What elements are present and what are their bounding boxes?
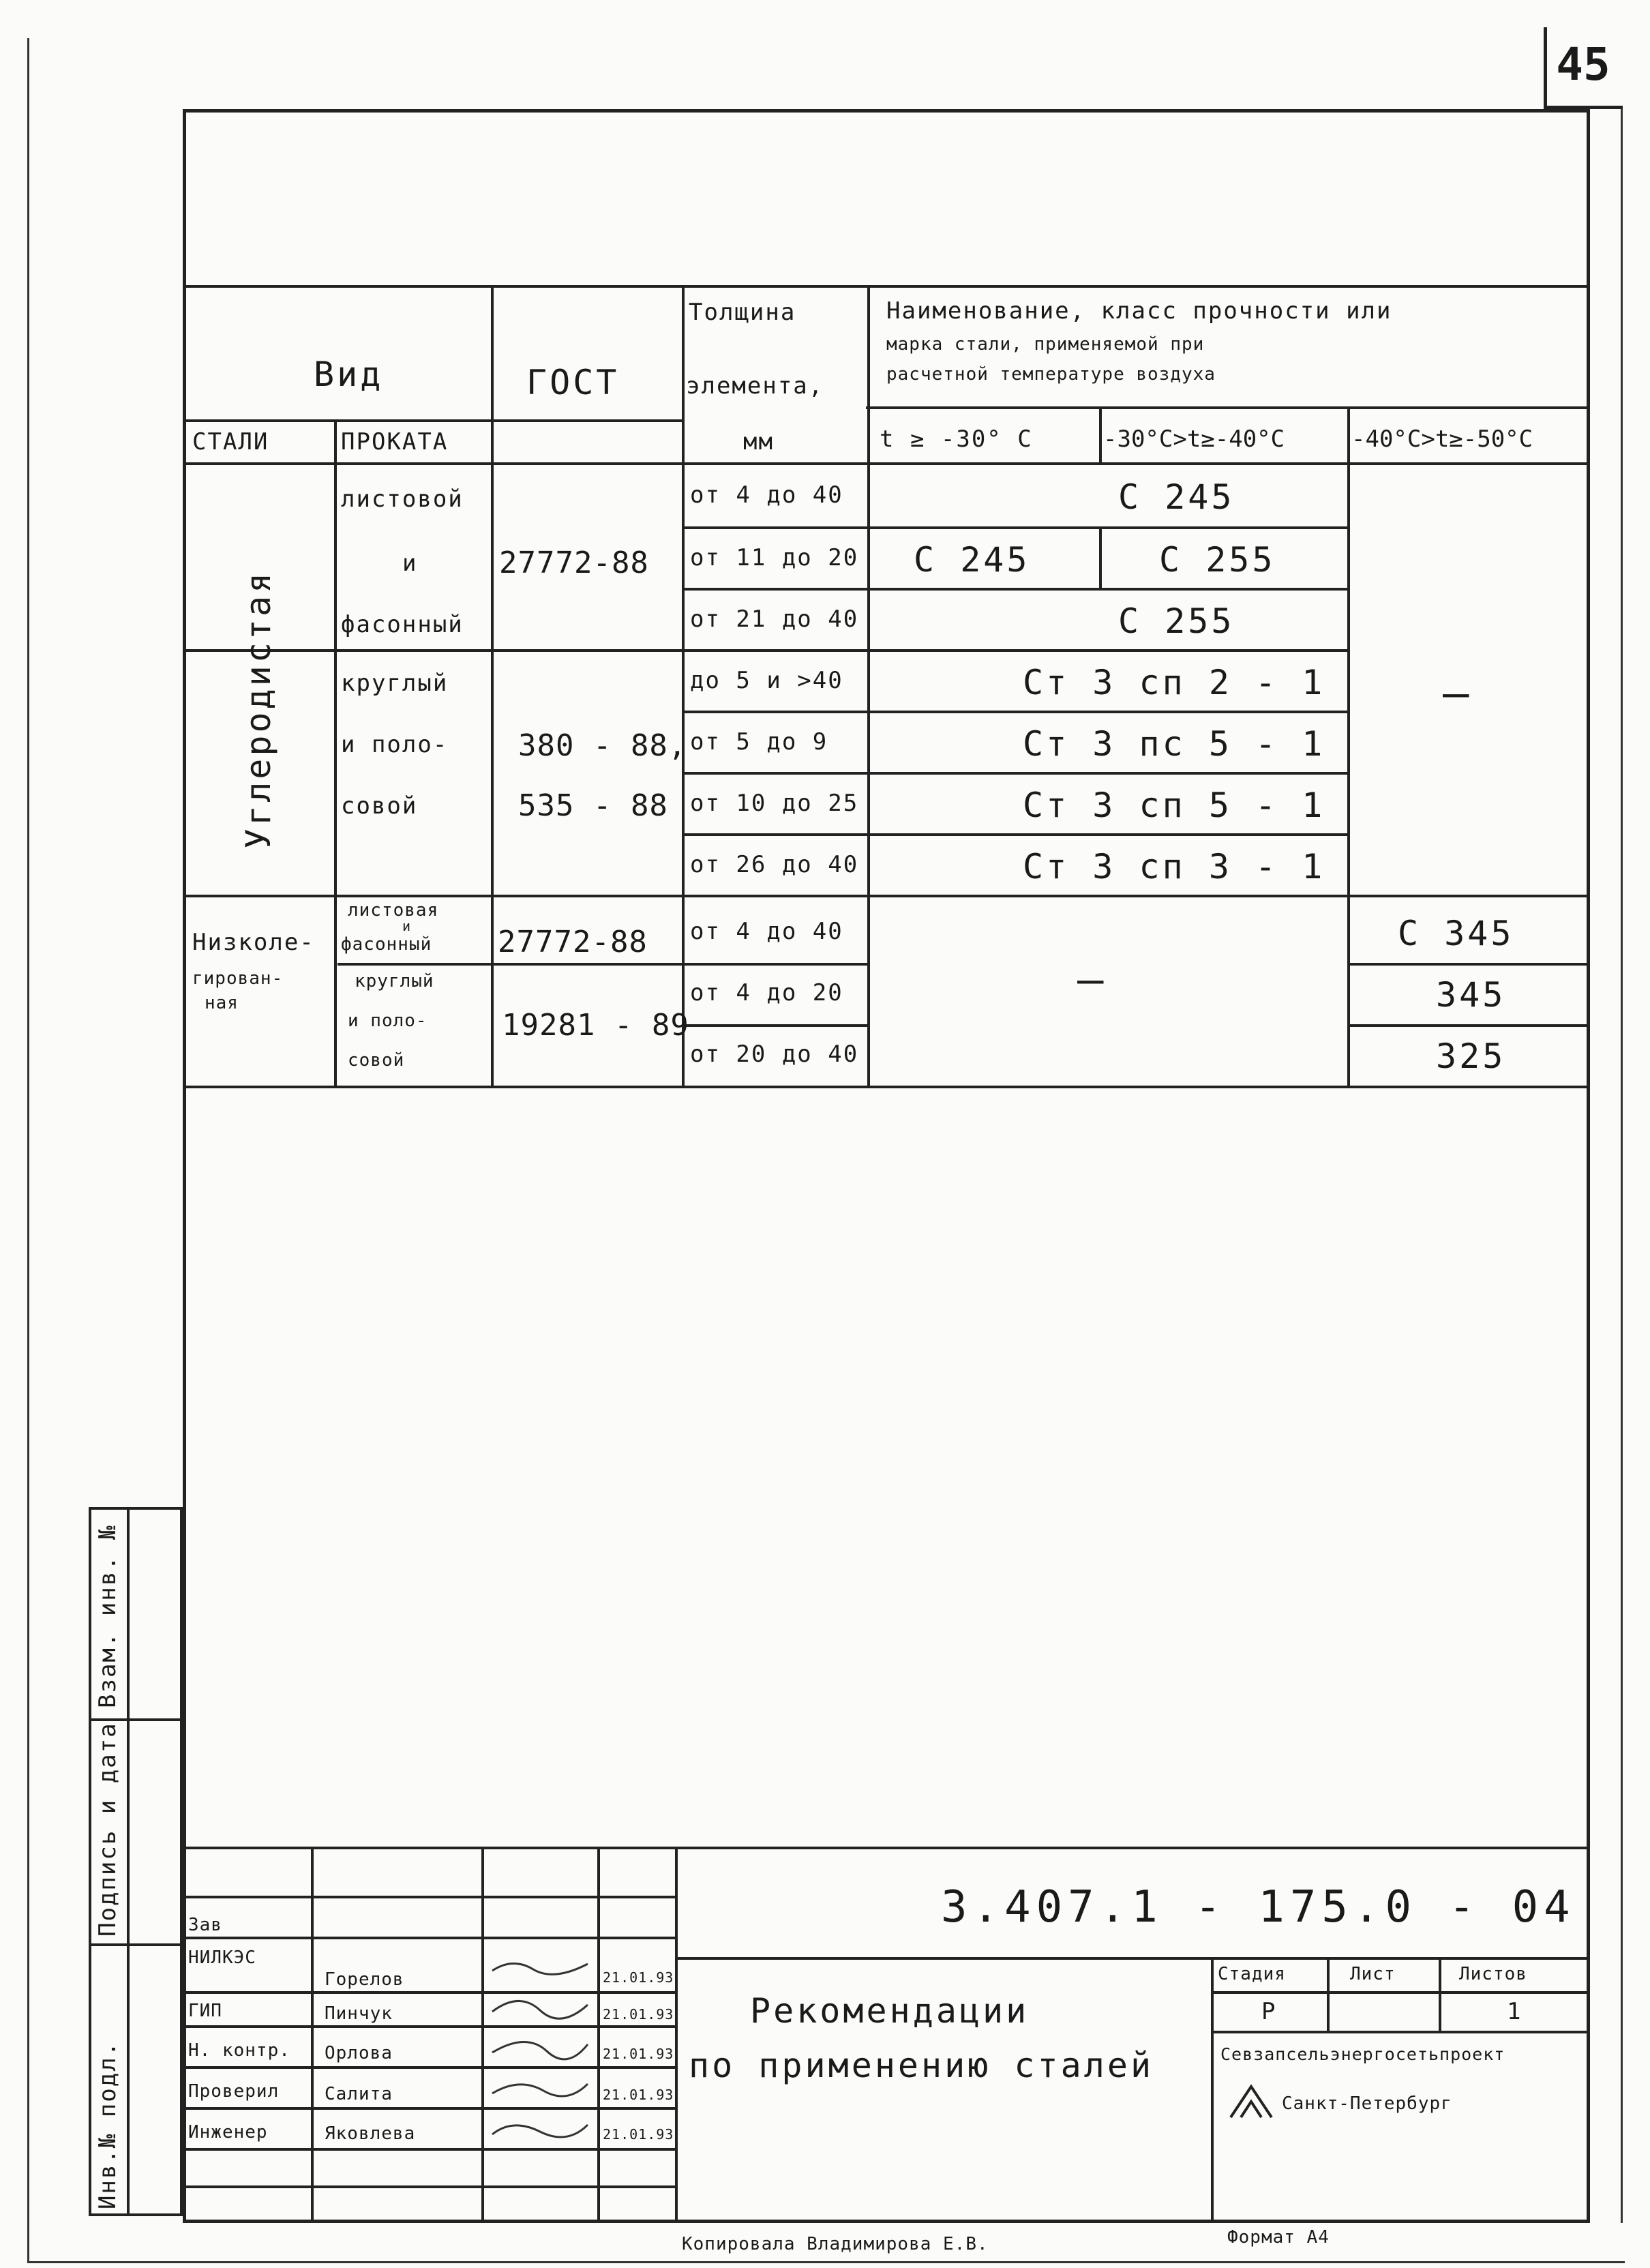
sig-name-2: Пинчук xyxy=(325,2003,393,2024)
col-line-temp2 xyxy=(1099,406,1102,462)
sheet-label: Лист xyxy=(1350,1964,1396,1984)
stage-value: Р xyxy=(1261,1998,1277,2025)
lowalloy-steel-l3: ная xyxy=(205,993,239,1013)
vid-sub-line xyxy=(183,419,682,422)
header-stali: СТАЛИ xyxy=(192,428,269,456)
copied-by: Копировала Владимирова Е.В. xyxy=(682,2234,989,2254)
carbon-grade-5: Ст 3 пс 5 - 1 xyxy=(1023,724,1325,764)
carbon-dash: — xyxy=(1443,668,1473,719)
section-line xyxy=(183,895,1590,897)
sig-name-1: Горелов xyxy=(325,1969,404,1990)
sig-line-b xyxy=(183,1937,675,1939)
sig-line-f xyxy=(183,2107,675,2110)
sig-role-0: Зав xyxy=(188,1915,222,1935)
document-title-2: по применению сталей xyxy=(689,2046,1154,2085)
carbon-rolled1-l1: листовой xyxy=(341,486,464,513)
title-sig-border xyxy=(675,1847,678,2223)
document-code: 3.407.1 - 175.0 - 04 xyxy=(941,1882,1576,1933)
header-name-2: марка стали, применяемой при xyxy=(886,334,1205,355)
sig-date-2: 21.01.93 xyxy=(603,2006,674,2023)
header-vid: Вид xyxy=(314,355,384,394)
title-col-role xyxy=(311,1847,314,2223)
lowalloy-rolled2-l2: и поло- xyxy=(348,1011,427,1031)
carbon-grade-4: Ст 3 сп 2 - 1 xyxy=(1023,663,1325,702)
sig-line-h xyxy=(183,2185,675,2188)
sig-role-5: Инженер xyxy=(188,2122,268,2143)
carbon-thickness-7: от 26 до 40 xyxy=(690,851,859,878)
sig-line-e xyxy=(183,2066,675,2069)
carbon-thickness-1: от 4 до 40 xyxy=(690,481,843,509)
lowalloy-rolled2-l1: круглый xyxy=(355,971,434,991)
sig-role-4: Проверил xyxy=(188,2081,280,2102)
sig-date-5: 21.01.93 xyxy=(603,2126,674,2143)
sheets-label: Листов xyxy=(1459,1964,1527,1984)
col-line-stali xyxy=(334,419,337,1086)
side-stamp-inner-line xyxy=(127,1507,130,2216)
stage-label: Стадия xyxy=(1218,1964,1286,1984)
lowalloy-gost2: 19281 - 89 xyxy=(502,1008,689,1043)
sig-role-3: Н. контр. xyxy=(188,2040,290,2061)
lowalloy-rolled1-l2: и xyxy=(402,918,412,934)
signature-scribbles xyxy=(485,1943,595,2164)
organization-city: Санкт-Петербург xyxy=(1282,2093,1452,2114)
sig-date-1: 21.01.93 xyxy=(603,1969,674,1986)
carbon-thickness-6: от 10 до 25 xyxy=(690,790,859,817)
header-gost: ГОСТ xyxy=(526,363,620,402)
title-code-line xyxy=(675,1957,1590,1960)
document-title-1: Рекомендации xyxy=(750,1991,1030,2031)
carbon-gost1: 27772-88 xyxy=(499,546,649,580)
header-thickness-unit: мм xyxy=(743,428,774,456)
sig-line-a xyxy=(183,1896,675,1898)
title-col-name xyxy=(481,1847,484,2223)
carbon-thickness-3: от 21 до 40 xyxy=(690,606,859,633)
carbon-thickness-2: от 11 до 20 xyxy=(690,544,859,571)
carbon-rolled2-l3: совой xyxy=(341,792,418,820)
carbon-rolled1-l2: и xyxy=(402,550,418,577)
right-margin-strip xyxy=(1590,109,1623,2223)
header-temp-2: -30°C>t≥-40°C xyxy=(1103,426,1285,453)
low-row-line-2 xyxy=(682,1024,870,1027)
lowalloy-dash: — xyxy=(1077,955,1108,1005)
sig-line-c xyxy=(183,1991,675,1994)
col-line-temp3b xyxy=(1347,895,1350,1086)
carbon-grade-2a: C 245 xyxy=(914,540,1030,580)
organization-logo-icon xyxy=(1227,2080,1275,2123)
title-col-sign xyxy=(597,1847,600,2223)
carbon-thickness-4: до 5 и >40 xyxy=(690,667,843,694)
lowalloy-rolled1-l1: листовая xyxy=(348,900,439,921)
col-line-c245 xyxy=(1099,526,1102,588)
side-stamp-line-1 xyxy=(89,1718,183,1721)
lowalloy-thickness-1: от 4 до 40 xyxy=(690,918,843,945)
stage-line-2 xyxy=(1211,2031,1590,2033)
row-line-5 xyxy=(682,772,1350,775)
header-temp-3: -40°C>t≥-50°C xyxy=(1351,426,1533,453)
sig-date-3: 21.01.93 xyxy=(603,2046,674,2062)
sig-role-1: НИЛКЭС xyxy=(188,1948,256,1968)
carbon-grade-6: Ст 3 сп 5 - 1 xyxy=(1023,786,1325,825)
page-number: 45 xyxy=(1556,38,1610,91)
carbon-thickness-5: от 5 до 9 xyxy=(690,728,828,756)
header-prokata: ПРОКАТА xyxy=(341,428,449,456)
temp-header-line xyxy=(866,406,1590,409)
carbon-gost2-l1: 380 - 88, xyxy=(518,728,687,763)
stage-line-1 xyxy=(1211,1991,1590,1994)
row-line-1 xyxy=(682,526,1350,529)
sig-name-4: Салита xyxy=(325,2084,393,2104)
title-col-stage xyxy=(1211,1957,1214,2223)
header-temp-1: t ≥ -30° C xyxy=(880,426,1033,453)
carbon-rolled1-l3: фасонный xyxy=(341,611,464,638)
lowalloy-steel-l2: гирован- xyxy=(192,968,284,989)
header-name-1: Наименование, класс прочности или xyxy=(886,297,1392,325)
row-line-3 xyxy=(183,649,1350,652)
low-row-line-1b xyxy=(1350,963,1590,966)
side-stamp-replace: Взам. инв. № xyxy=(94,1524,121,1708)
low-prokata-line xyxy=(338,963,682,966)
low-row-line-1 xyxy=(682,963,870,966)
sig-line-d xyxy=(183,2025,675,2028)
carbon-gost2-l2: 535 - 88 xyxy=(518,788,668,823)
header-bottom-line xyxy=(183,462,1590,465)
header-thickness-2: элемента, xyxy=(686,372,824,400)
carbon-grade-7: Ст 3 сп 3 - 1 xyxy=(1023,847,1325,886)
col-line-gost xyxy=(491,285,494,1086)
lowalloy-grade-3: 325 xyxy=(1436,1036,1506,1076)
organization-name: Севзапсельэнергосетьпроект xyxy=(1220,2044,1505,2064)
table-top-line xyxy=(183,285,1590,288)
row-line-2 xyxy=(682,588,1350,591)
row-line-6 xyxy=(682,833,1350,836)
stage-col-1 xyxy=(1327,1957,1330,2031)
carbon-grade-1: C 245 xyxy=(1118,477,1235,517)
sig-name-3: Орлова xyxy=(325,2043,393,2063)
stage-col-2 xyxy=(1439,1957,1441,2031)
carbon-rolled2-l1: круглый xyxy=(341,670,449,697)
side-stamp-signature: Подпись и дата xyxy=(94,1722,121,1937)
sig-name-5: Яковлева xyxy=(325,2123,416,2144)
lowalloy-rolled2-l3: совой xyxy=(348,1050,405,1071)
lowalloy-rolled1-l3: фасонный xyxy=(341,934,432,955)
table-bottom-line xyxy=(183,1086,1590,1088)
side-stamp-inv: Инв.№ подл. xyxy=(94,2040,121,2209)
carbon-steel-label: Углеродистая xyxy=(239,569,278,849)
sheets-value: 1 xyxy=(1507,1998,1522,2025)
lowalloy-steel-l1: Низколе- xyxy=(192,929,315,956)
low-row-line-2b xyxy=(1350,1024,1590,1027)
paper-format: Формат А4 xyxy=(1227,2227,1330,2248)
lowalloy-thickness-2: от 4 до 20 xyxy=(690,979,843,1006)
carbon-grade-3: C 255 xyxy=(1118,601,1235,641)
carbon-rolled2-l2: и поло- xyxy=(341,731,449,758)
sig-date-4: 21.01.93 xyxy=(603,2087,674,2103)
lowalloy-thickness-3: от 20 до 40 xyxy=(690,1041,859,1068)
col-line-name xyxy=(867,285,870,1086)
sig-line-g xyxy=(183,2148,675,2151)
title-block-top xyxy=(183,1847,1590,1849)
col-line-thickness xyxy=(682,285,685,1086)
col-line-temp3 xyxy=(1347,406,1350,895)
header-name-3: расчетной температуре воздуха xyxy=(886,364,1216,385)
side-stamp-line-2 xyxy=(89,1943,183,1946)
lowalloy-grade-1: C 345 xyxy=(1398,914,1514,953)
lowalloy-gost1: 27772-88 xyxy=(498,925,648,959)
header-thickness-1: Толщина xyxy=(689,299,796,326)
row-line-4 xyxy=(682,711,1350,713)
lowalloy-grade-2: 345 xyxy=(1436,975,1506,1015)
sig-role-2: ГИП xyxy=(188,2001,222,2021)
carbon-grade-2b: C 255 xyxy=(1159,540,1276,580)
